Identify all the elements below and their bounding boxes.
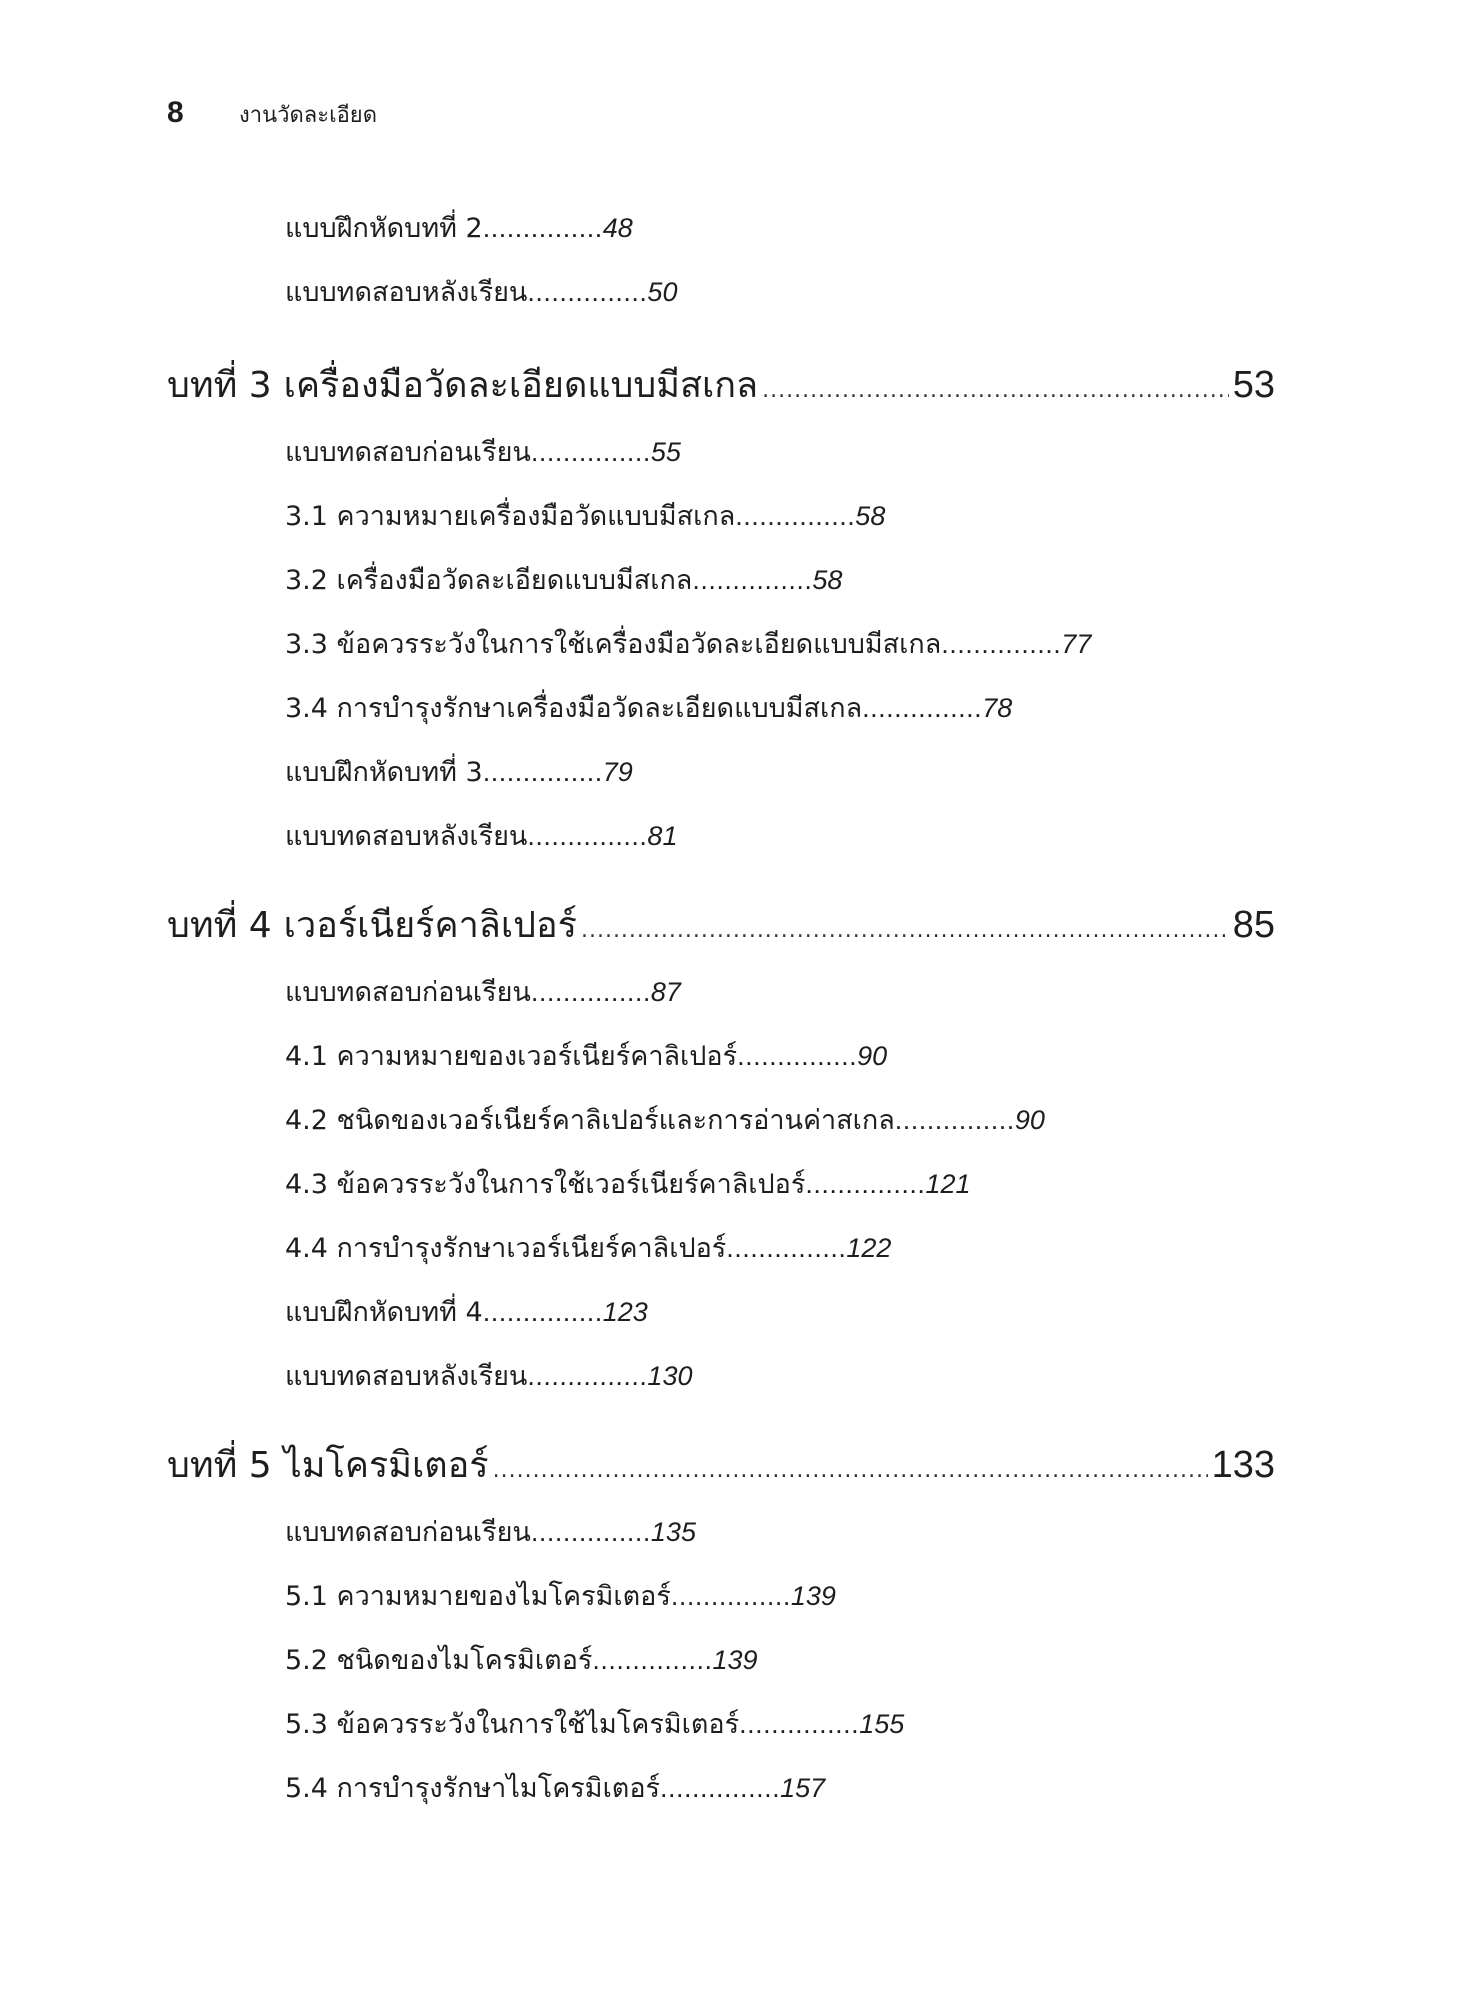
entry-page-number: 122 (846, 1233, 892, 1263)
toc-entry (285, 1356, 692, 1397)
dot-leader: ............... (739, 1709, 860, 1739)
toc-entry (285, 688, 1012, 729)
page-header (167, 96, 377, 132)
toc-entry (285, 1100, 1045, 1141)
toc-entry (285, 496, 885, 537)
entry-title: แบบฝึกหัดบทที่ 3 (285, 757, 483, 788)
dot-leader: ............... (530, 977, 651, 1007)
dot-leader: ............... (527, 277, 648, 307)
dot-leader: ............... (660, 1773, 781, 1803)
dot-leader: ............... (592, 1645, 713, 1675)
chapter-page-number: 133 (1211, 1444, 1275, 1486)
dot-leader (581, 906, 1229, 956)
entry-title: แบบทดสอบก่อนเรียน (285, 437, 531, 468)
toc-entry (285, 560, 842, 601)
running-title: งานวัดละเอียด (239, 103, 377, 128)
dot-leader: ............... (941, 629, 1062, 659)
entry-page-number: 155 (859, 1709, 905, 1739)
chapter-title: เครื่องมือวัดละเอียดแบบมีสเกล (283, 365, 759, 406)
toc-entry (285, 1164, 971, 1205)
entry-page-number: 139 (712, 1645, 758, 1675)
chapter-label: บทที่ 3 (167, 365, 272, 406)
toc-entry (285, 272, 677, 313)
entry-page-number: 130 (647, 1361, 693, 1391)
entry-title: แบบทดสอบก่อนเรียน (285, 977, 531, 1008)
entry-page-number: 81 (647, 821, 678, 851)
entry-title: แบบทดสอบก่อนเรียน (285, 1517, 531, 1548)
entry-page-number: 58 (855, 501, 886, 531)
entry-page-number: 78 (982, 693, 1013, 723)
entry-title: แบบทดสอบหลังเรียน (285, 1361, 528, 1392)
toc-chapter (167, 900, 1275, 956)
entry-page-number: 157 (780, 1773, 826, 1803)
dot-leader: ............... (692, 565, 813, 595)
toc-entry (285, 624, 1091, 665)
entry-title: แบบฝึกหัดบทที่ 4 (285, 1297, 483, 1328)
entry-page-number: 123 (602, 1297, 648, 1327)
dot-leader (493, 1446, 1208, 1496)
entry-title: 4.1 ความหมายของเวอร์เนียร์คาลิเปอร์ (285, 1041, 738, 1072)
entry-title: 5.4 การบำรุงรักษาไมโครมิเตอร์ (285, 1773, 661, 1804)
dot-leader: ............... (726, 1233, 847, 1263)
entry-page-number: 139 (790, 1581, 836, 1611)
chapter-label: บทที่ 5 (167, 1445, 272, 1486)
toc-entry (285, 1768, 825, 1809)
chapter-title: เวอร์เนียร์คาลิเปอร์ (283, 905, 577, 946)
entry-page-number: 135 (650, 1517, 696, 1547)
dot-leader (762, 366, 1229, 416)
entry-title: 5.3 ข้อควรระวังในการใช้ไมโครมิเตอร์ (285, 1709, 740, 1740)
dot-leader: ............... (530, 1517, 651, 1547)
entry-title: 4.3 ข้อควรระวังในการใช้เวอร์เนียร์คาลิเปอร์ (285, 1169, 806, 1200)
entry-title: แบบฝึกหัดบทที่ 2 (285, 213, 483, 244)
dot-leader: ............... (737, 1041, 858, 1071)
toc-entry (285, 1704, 904, 1745)
entry-page-number: 90 (857, 1041, 888, 1071)
chapter-page-number: 85 (1232, 904, 1275, 946)
toc-entry (285, 816, 677, 857)
chapter-page-number: 53 (1232, 364, 1275, 406)
entry-title: 4.4 การบำรุงรักษาเวอร์เนียร์คาลิเปอร์ (285, 1233, 727, 1264)
entry-title: 3.3 ข้อควรระวังในการใช้เครื่องมือวัดละเอียดแบบมีสเกล (285, 629, 942, 660)
dot-leader: ............... (735, 501, 856, 531)
toc-entry (285, 1576, 836, 1617)
entry-title: 3.4 การบำรุงรักษาเครื่องมือวัดละเอียดแบบมีสเกล (285, 693, 863, 724)
entry-title: 4.2 ชนิดของเวอร์เนียร์คาลิเปอร์และการอ่านค่าสเกล (285, 1105, 895, 1136)
dot-leader: ............... (894, 1105, 1015, 1135)
dot-leader: ............... (482, 1297, 603, 1327)
dot-leader: ............... (805, 1169, 926, 1199)
toc-chapter (167, 360, 1275, 416)
dot-leader: ............... (527, 821, 648, 851)
toc-chapter (167, 1440, 1275, 1496)
toc-entry (285, 1640, 758, 1681)
entry-page-number: 58 (812, 565, 843, 595)
toc-entry (285, 972, 681, 1013)
entry-page-number: 79 (602, 757, 633, 787)
toc-entry (285, 208, 633, 249)
entry-page-number: 87 (650, 977, 681, 1007)
page-number: 8 (167, 96, 184, 129)
entry-page-number: 121 (925, 1169, 971, 1199)
toc-entry (285, 752, 633, 793)
chapter-label: บทที่ 4 (167, 905, 272, 946)
chapter-title: ไมโครมิเตอร์ (283, 1445, 489, 1486)
dot-leader: ............... (527, 1361, 648, 1391)
toc-entry (285, 1512, 696, 1553)
entry-page-number: 90 (1014, 1105, 1045, 1135)
entry-page-number: 77 (1061, 629, 1092, 659)
entry-page-number: 50 (647, 277, 678, 307)
toc-entry (285, 432, 681, 473)
entry-page-number: 55 (650, 437, 681, 467)
dot-leader: ............... (482, 213, 603, 243)
toc-entry (285, 1036, 887, 1077)
toc-entry (285, 1228, 891, 1269)
dot-leader: ............... (530, 437, 651, 467)
entry-title: 5.1 ความหมายของไมโครมิเตอร์ (285, 1581, 671, 1612)
dot-leader: ............... (670, 1581, 791, 1611)
entry-title: 5.2 ชนิดของไมโครมิเตอร์ (285, 1645, 593, 1676)
entry-page-number: 48 (602, 213, 633, 243)
toc-entry (285, 1292, 648, 1333)
dot-leader: ............... (482, 757, 603, 787)
entry-title: 3.1 ความหมายเครื่องมือวัดแบบมีสเกล (285, 501, 736, 532)
entry-title: 3.2 เครื่องมือวัดละเอียดแบบมีสเกล (285, 565, 693, 596)
dot-leader: ............... (862, 693, 983, 723)
entry-title: แบบทดสอบหลังเรียน (285, 277, 528, 308)
entry-title: แบบทดสอบหลังเรียน (285, 821, 528, 852)
